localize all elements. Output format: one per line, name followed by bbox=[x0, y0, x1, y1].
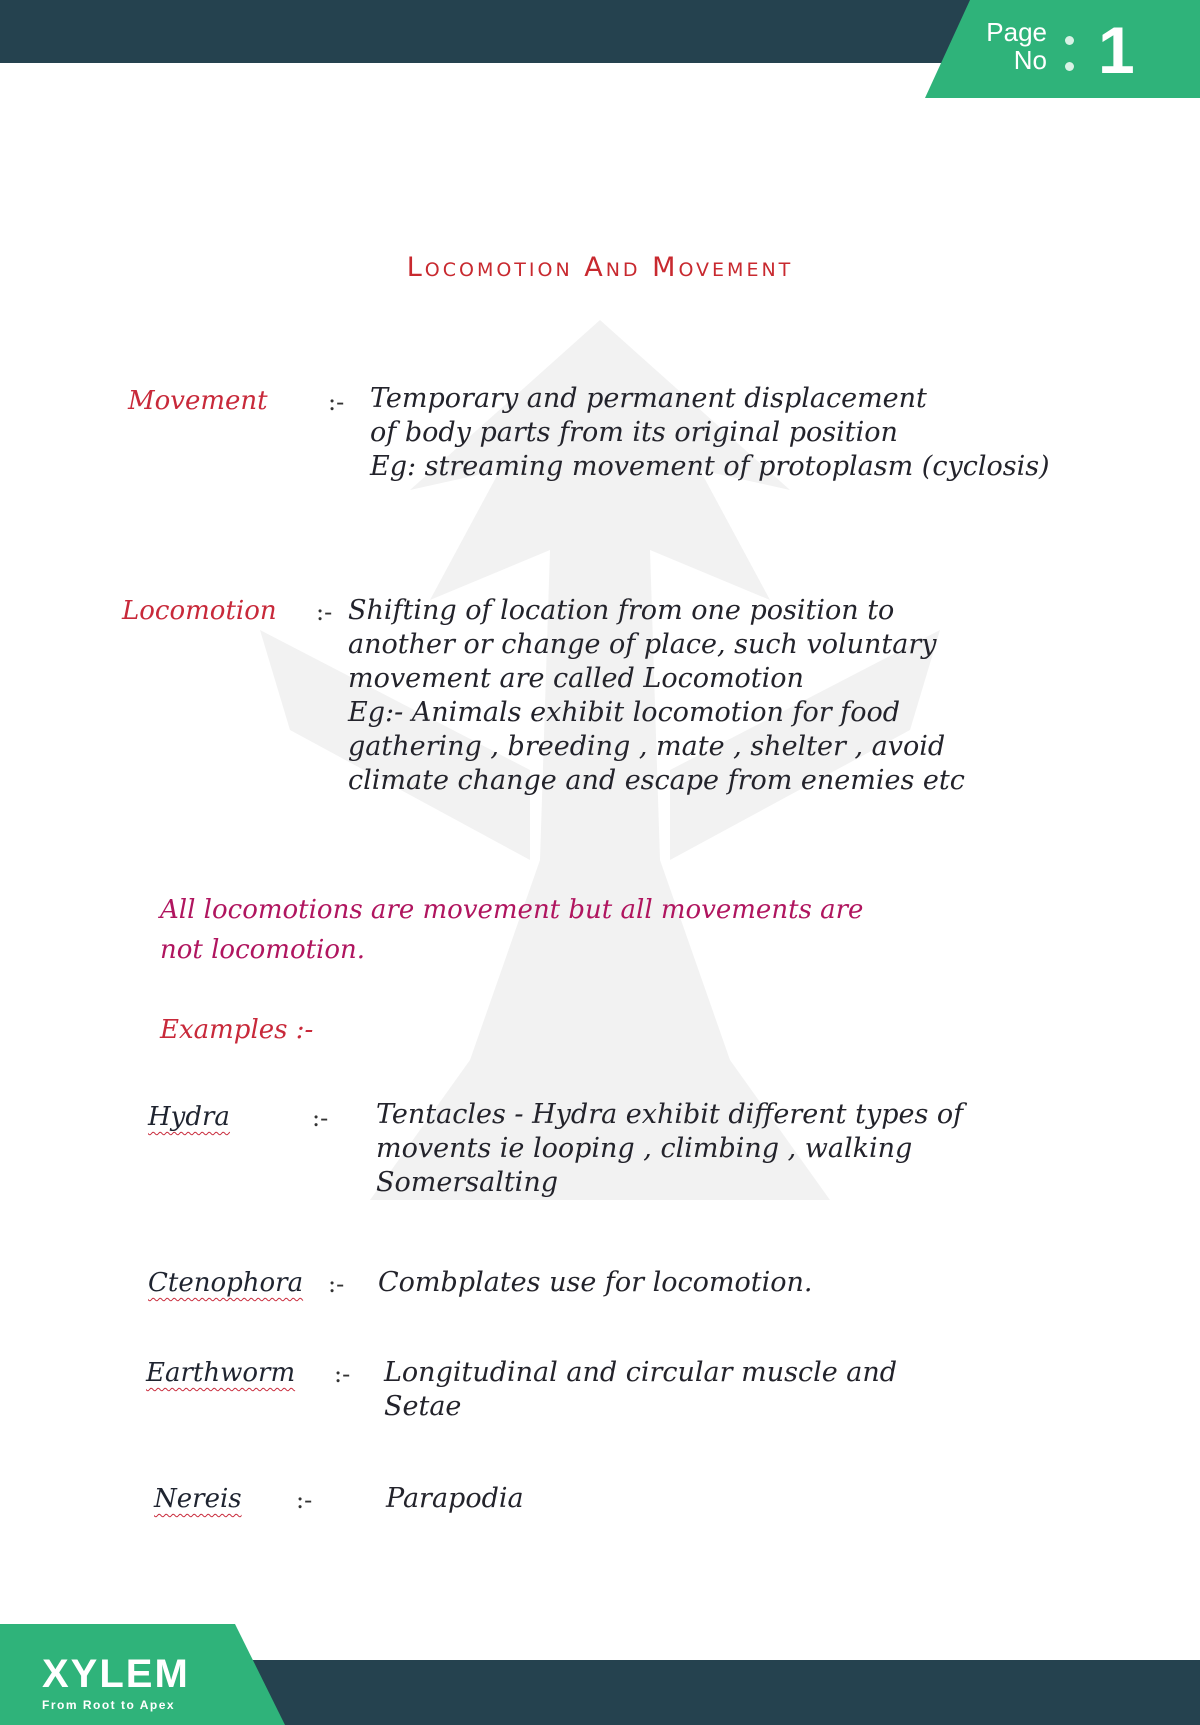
page-dot-icon bbox=[1065, 62, 1074, 71]
definition-line: Longitudinal and circular muscle and bbox=[384, 1357, 898, 1388]
definition-line: Tentacles - Hydra exhibit different types of bbox=[376, 1099, 964, 1130]
definition-line: climate change and escape from enemies etc bbox=[348, 765, 965, 796]
separator: :- bbox=[328, 388, 345, 416]
page-number: 1 bbox=[1098, 13, 1135, 87]
definition-line: Temporary and permanent displacement bbox=[370, 383, 927, 414]
page-label-line1: Page bbox=[986, 17, 1047, 47]
definition-line: movement are called Locomotion bbox=[348, 663, 804, 694]
definition-line: gathering , breeding , mate , shelter , avoid bbox=[348, 731, 946, 762]
nereis-definition bbox=[386, 1482, 524, 1516]
hydra-definition bbox=[376, 1098, 963, 1200]
separator: :- bbox=[316, 598, 333, 626]
examples-heading: Examples :- bbox=[160, 1015, 314, 1045]
definition-line: Setae bbox=[384, 1391, 462, 1422]
page-dot-icon bbox=[1065, 36, 1074, 45]
term-ctenophora: Ctenophora bbox=[148, 1268, 304, 1298]
page-title: Locomotion And Movement bbox=[406, 252, 794, 283]
separator: :- bbox=[328, 1270, 345, 1298]
logo-wordmark: XYLEM bbox=[42, 1652, 190, 1696]
ctenophora-definition bbox=[378, 1266, 812, 1300]
term-locomotion: Locomotion bbox=[122, 596, 277, 626]
note-line: not locomotion. bbox=[160, 935, 366, 965]
locomotion-definition bbox=[348, 594, 965, 798]
page-number-tab bbox=[925, 0, 1200, 98]
term-nereis: Nereis bbox=[154, 1484, 242, 1514]
definition-line: Combplates use for locomotion. bbox=[378, 1267, 813, 1298]
separator: :- bbox=[296, 1486, 313, 1514]
page-label bbox=[985, 18, 1047, 74]
definition-line: Somersalting bbox=[376, 1167, 558, 1198]
term-movement: Movement bbox=[128, 386, 268, 416]
separator: :- bbox=[334, 1360, 351, 1388]
note-line: All locomotions are movement but all movements are bbox=[160, 895, 864, 925]
definition-line: Shifting of location from one position to bbox=[348, 595, 895, 626]
page-label-line2: No bbox=[1013, 45, 1047, 75]
term-earthworm: Earthworm bbox=[146, 1358, 296, 1388]
definition-line: of body parts from its original position bbox=[370, 417, 898, 448]
definition-line: Eg: streaming movement of protoplasm (cyclosis) bbox=[370, 451, 1050, 482]
earthworm-definition bbox=[384, 1356, 897, 1424]
definition-line: Eg:- Animals exhibit locomotion for food bbox=[348, 697, 901, 728]
definition-line: movents ie looping , climbing , walking bbox=[376, 1133, 913, 1164]
movement-definition bbox=[370, 382, 1050, 484]
definition-line: another or change of place, such voluntary bbox=[348, 629, 937, 660]
separator: :- bbox=[312, 1104, 329, 1132]
term-hydra: Hydra bbox=[148, 1102, 230, 1132]
definition-line: Parapodia bbox=[386, 1483, 524, 1514]
logo-tagline: From Root to Apex bbox=[42, 1698, 176, 1712]
xylem-logo bbox=[42, 1652, 242, 1712]
locomotion-note bbox=[160, 890, 1060, 970]
